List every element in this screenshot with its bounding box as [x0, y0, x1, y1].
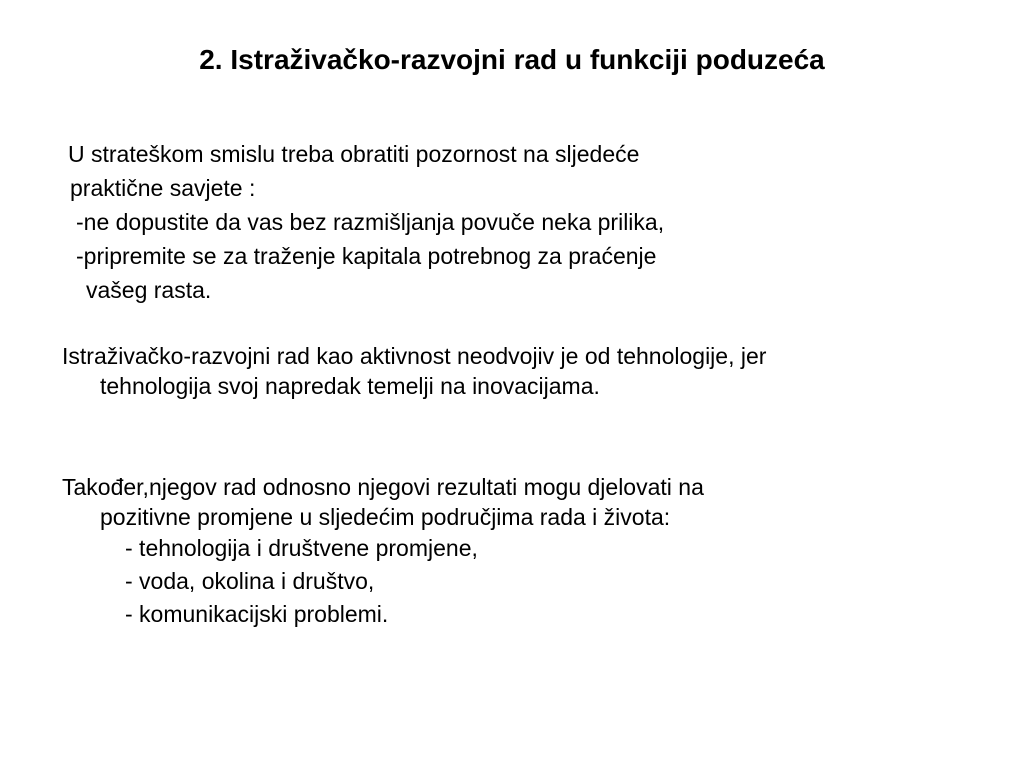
intro-line: praktične savjete : — [70, 175, 256, 201]
list-item: - tehnologija i društvene promjene, — [125, 535, 478, 561]
list-item: - komunikacijski problemi. — [125, 601, 389, 627]
intro-line: U strateškom smislu treba obratiti pozornost na sljedeće — [68, 141, 640, 167]
paragraph-line-indented: pozitivne promjene u sljedećim područjima rada i života: — [100, 504, 671, 530]
list-item: - voda, okolina i društvo, — [125, 568, 375, 594]
slide-title: 2. Istraživačko-razvojni rad u funkciji poduzeća — [199, 44, 825, 75]
intro-bullet-line: -ne dopustite da vas bez razmišljanja povuče neka prilika, — [76, 209, 665, 235]
intro-text-block — [68, 137, 664, 307]
paragraph-effects — [62, 472, 704, 631]
paragraph-line: Također,njegov rad odnosno njegovi rezultati mogu djelovati na — [62, 474, 704, 500]
paragraph-line-indented: tehnologija svoj napredak temelji na inovacijama. — [100, 373, 600, 399]
paragraph-line: Istraživačko-razvojni rad kao aktivnost neodvojiv je od tehnologije, jer — [62, 343, 767, 369]
intro-bullet-line: -pripremite se za traženje kapitala potrebnog za praćenje — [76, 243, 657, 269]
paragraph-technology — [62, 341, 766, 401]
intro-bullet-continuation: vašeg rasta. — [86, 277, 212, 303]
